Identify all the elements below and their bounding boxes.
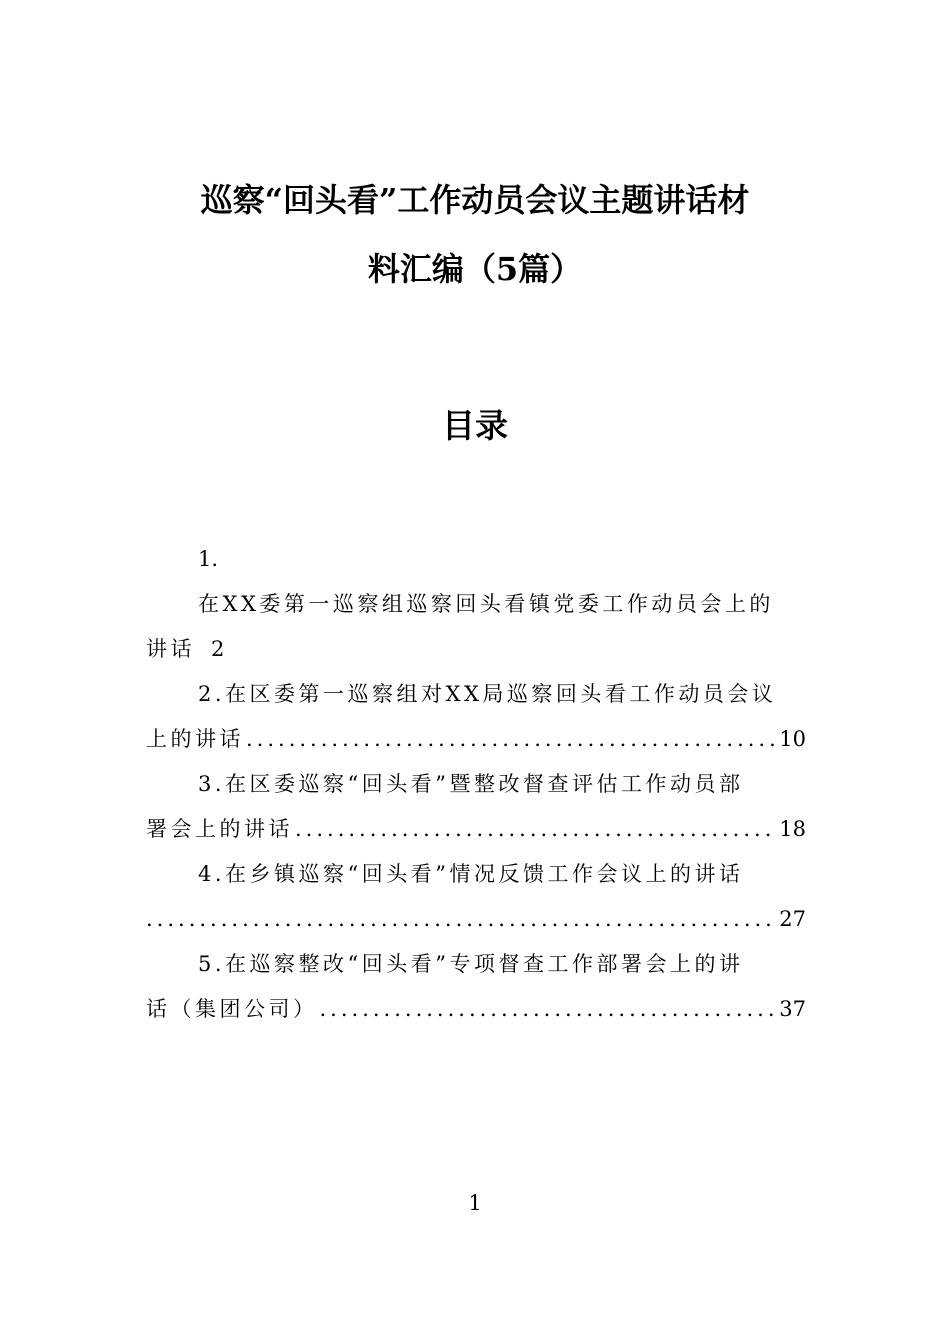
toc-entry-4[interactable] [146, 852, 806, 942]
toc-page-number: 2 [211, 637, 225, 661]
toc-entry-title-cont: 讲话 [146, 637, 195, 661]
toc-entry-number: 1. [198, 547, 219, 571]
toc-entry-title: 2.在区委第一巡察组对XX局巡察回头看工作动员会议 [198, 682, 777, 706]
toc-entry-title-cont: 上的讲话 [146, 727, 244, 751]
toc-heading: 目录 [442, 406, 508, 445]
toc-page-number: 37 [779, 997, 806, 1021]
toc-entry-3[interactable] [146, 762, 806, 852]
toc-entry-1[interactable] [146, 537, 806, 672]
document-title [150, 166, 800, 304]
toc-entry-2[interactable] [146, 672, 806, 762]
toc-leader-dots [246, 717, 777, 762]
toc-leader-dots [295, 807, 777, 852]
toc-leader-dots [320, 987, 778, 1032]
toc-page-number: 27 [779, 907, 806, 931]
toc-entry-title: 在XX委第一巡察组巡察回头看镇党委工作动员会上的 [198, 592, 774, 616]
toc-entry-title: 4.在乡镇巡察“回头看”情况反馈工作会议上的讲话 [198, 862, 744, 886]
toc-entry-title: 5.在巡察整改“回头看”专项督查工作部署会上的讲 [198, 952, 744, 976]
table-of-contents [146, 537, 806, 1032]
title-line-1: 巡察“回头看”工作动员会议主题讲话材 [200, 181, 750, 219]
toc-leader-dots [146, 897, 777, 942]
toc-page-number: 18 [779, 817, 806, 841]
toc-entry-title-cont: 署会上的讲话 [146, 817, 293, 841]
toc-page-number: 10 [779, 727, 806, 751]
page-number: 1 [468, 1191, 482, 1215]
toc-entry-5[interactable] [146, 942, 806, 1032]
title-line-2: 料汇编（5篇） [367, 250, 583, 288]
toc-entry-title: 3.在区委巡察“回头看”暨整改督查评估工作动员部 [198, 772, 744, 796]
toc-entry-title-cont: 话（集团公司） [146, 997, 318, 1021]
